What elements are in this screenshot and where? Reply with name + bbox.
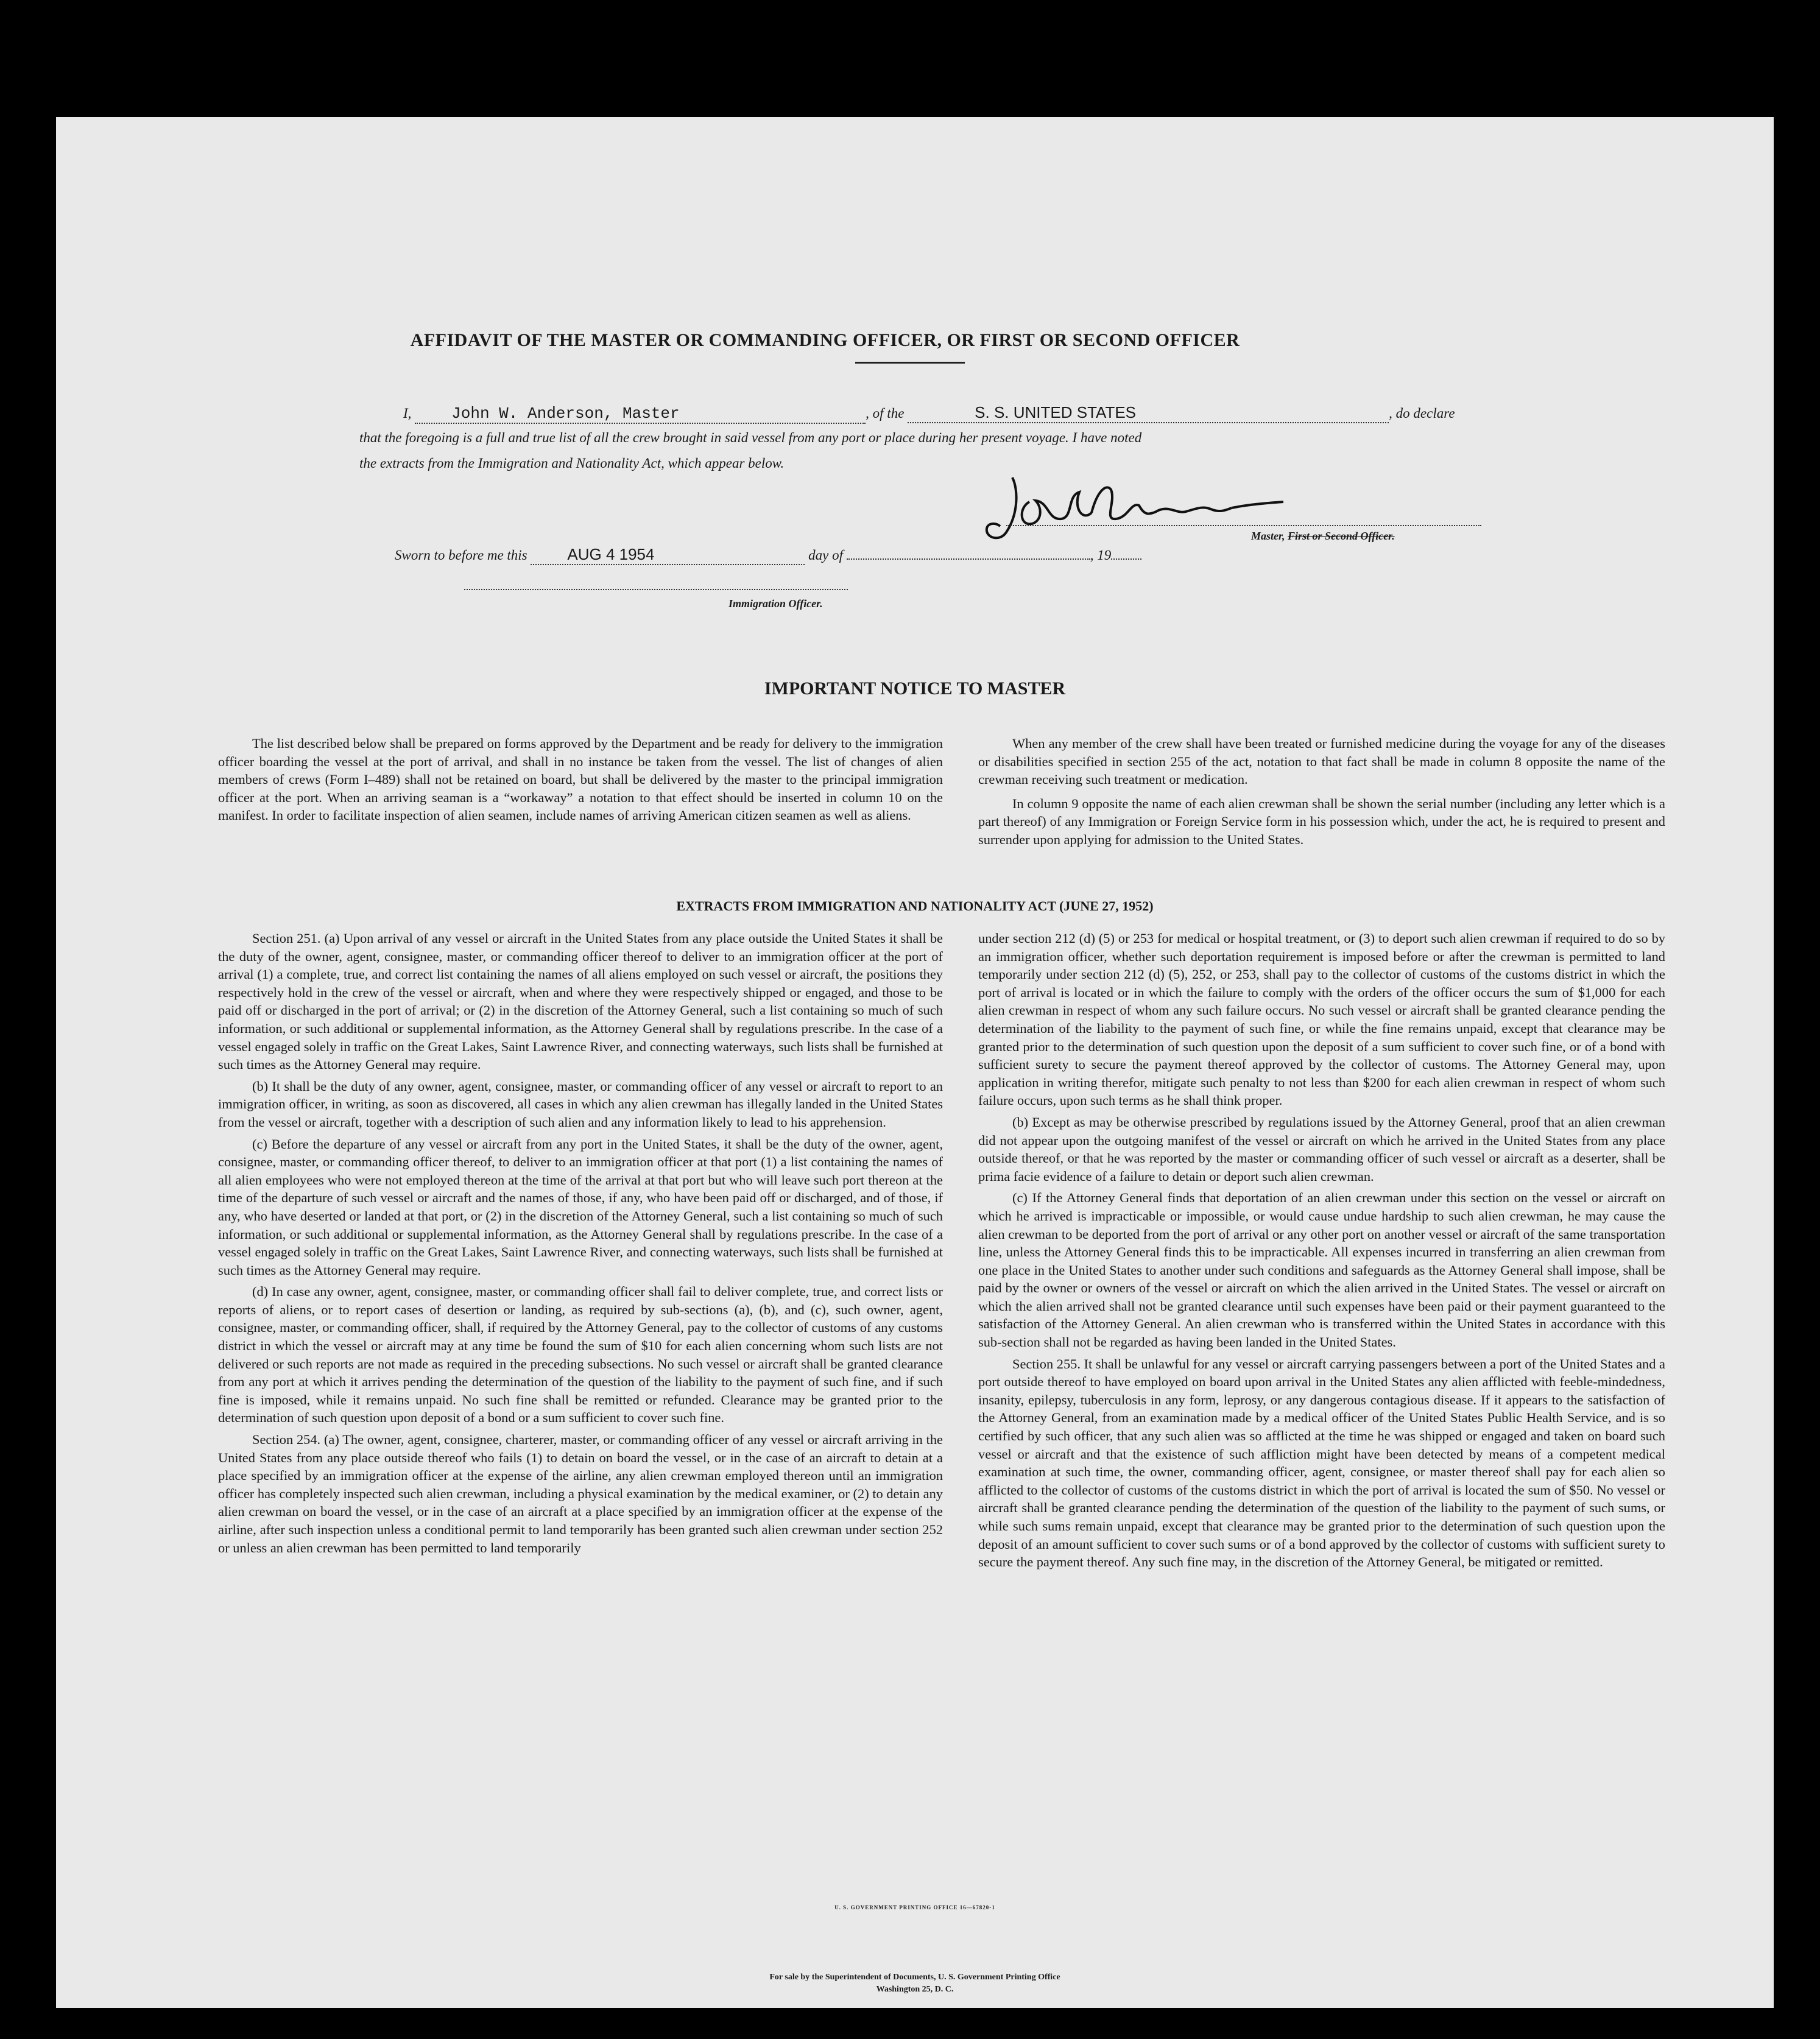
master-name-field xyxy=(415,404,866,424)
extracts-left-column xyxy=(218,929,943,1560)
master-signature-line xyxy=(1006,525,1481,526)
document-page xyxy=(56,117,1774,2008)
gpo-imprint: U. S. GOVERNMENT PRINTING OFFICE 16—67820-1 xyxy=(834,1904,995,1910)
day-of-label: day of xyxy=(808,548,843,563)
declaration-line-3: the extracts from the Immigration and Nationality Act, which appear below. xyxy=(359,456,785,471)
immigration-officer-line xyxy=(464,589,848,590)
do-declare-label: , do declare xyxy=(1389,406,1455,421)
master-caption xyxy=(1251,530,1395,543)
of-the-label: , of the xyxy=(866,406,905,421)
notice-right-paragraph-1: When any member of the crew shall have been treated or furnished medicine during the voyage for any of the diseases or disabilities specified in section 255 of the act, notation to that fact shall be made in column 8 opposite the name of the crewman receiving such treatment or medication. xyxy=(978,736,1665,787)
year-field xyxy=(1111,558,1141,560)
i-label: I, xyxy=(403,406,412,421)
notice-left-column xyxy=(218,734,943,828)
sworn-date: AUG 4 1954 xyxy=(567,545,655,563)
sworn-date-field xyxy=(531,545,805,565)
year-prefix: , 19 xyxy=(1090,548,1112,563)
section-254c: (c) If the Attorney General finds that deportation of an alien crewman under this section on the vessel or aircraft on which he arrived is impracticable or impossible, or would cause undue hardship to such alien crewman, he may cause the alien crewman to be deported from the port of arrival or any other port on another vessel or aircraft of the same transportation line, unless the Attorney General finds this to be impracticable. All expenses incurred in transferring an alien crewman from one place in the United States to another under such conditions and safeguards as the Attorney General shall impose, shall be paid by the owner or owners of the vessel or aircraft on which the alien arrived in the United States. The vessel or aircraft on which the alien arrived shall not be granted clearance until such expenses have been paid or their payment guaranteed to the satisfaction of the Attorney General. An alien crewman who is transferred within the United States in accordance with this sub-section shall not be regarded as having been landed in the United States. xyxy=(978,1190,1665,1350)
extracts-title: EXTRACTS FROM IMMIGRATION AND NATIONALITY ACT (JUNE 27, 1952) xyxy=(676,898,1154,914)
immigration-officer-caption: Immigration Officer. xyxy=(728,597,823,610)
sworn-line xyxy=(395,545,1141,565)
section-254a: Section 254. (a) The owner, agent, consignee, charterer, master, or commanding officer of any vessel or aircraft arriving in the United States from any place outside thereof who fails (1) to detain on board the vessel, or in the case of an aircraft to detain at a place specified by an immigration officer at the expense of the airline, any alien crewman employed thereon until an immigration officer has completely inspected such alien crewman, including a physical examination by the medical examiner, or (2) to detain any alien crewman on board the vessel, or in the case of an aircraft at a place specified by an immigration officer at the expense of the airline, after such inspection unless a conditional permit to land temporarily has been granted such alien crewman under section 252 or unless an alien crewman has been permitted to land temporarily xyxy=(218,1432,943,1555)
title-rule xyxy=(855,362,965,364)
notice-right-paragraph-2: In column 9 opposite the name of each alien crewman shall be shown the serial number (including any letter which is a part thereof) of any Immigration or Foreign Service form in his possession which, under the act, he is required to present and surrender upon applying for admission to the United States. xyxy=(978,795,1665,847)
section-251a: Section 251. (a) Upon arrival of any vessel or aircraft in the United States from any place outside the United States it shall be the duty of the owner, agent, consignee, master, or commanding officer thereof to deliver to an immigration officer at the port of arrival (1) a complete, true, and correct list containing the names of all aliens employed on such vessel or aircraft, the positions they respectively hold in the crew of the vessel or aircraft, when and where they were respectively shipped or engaged, and those to be paid off or discharged in the port of arrival; or (2) in the discretion of the Attorney General, such a list containing so much of such information, or such additional or supplemental information, as the Attorney General shall by regulations prescribe. In the case of a vessel engaged solely in traffic on the Great Lakes, Saint Lawrence River, and connecting waterways, such lists shall be furnished at such times as the Attorney General may require. xyxy=(218,931,943,1072)
master-caption-label: Master, xyxy=(1251,530,1288,542)
section-254b: (b) Except as may be otherwise prescribed by regulations issued by the Attorney General, proof that an alien crewman did not appear upon the outgoing manifest of the vessel or aircraft on which he arrived in the United States from any place outside thereof, or that he was reported by the master or commanding officer of such vessel or aircraft as a deserter, shall be prima facie evidence of a failure to detain or deport such alien crewman. xyxy=(978,1114,1665,1184)
extracts-right-column xyxy=(978,929,1665,1575)
notice-right-column xyxy=(978,734,1665,853)
declaration-line-1 xyxy=(403,403,1536,424)
section-251c: (c) Before the departure of any vessel or aircraft from any port in the United States, it shall be the duty of the owner, agent, consignee, master, or commanding officer thereof, to deliver to an immigration officer at that port (1) a list containing the names of all alien employees who were not employed thereon at the time of the arrival at that port but who will leave such port thereon at the time of the departure of such vessel or aircraft and the names of those, if any, who have been paid off or discharged, and of those, if any, who have deserted or landed at that port, or (2) in the discretion of the Attorney General, such a list containing so much of such information, or such additional or supplemental information, as the Attorney General shall by regulations prescribe. In the case of a vessel engaged solely in traffic on the Great Lakes, Saint Lawrence River, and connecting waterways, such lists shall be furnished at such times as the Attorney General may require. xyxy=(218,1136,943,1278)
struck-officer-label: First or Second Officer. xyxy=(1288,530,1395,542)
month-field xyxy=(847,558,1090,560)
sworn-label: Sworn to before me this xyxy=(395,548,527,563)
vessel-name-field xyxy=(908,403,1389,423)
declaration-line-2: that the foregoing is a full and true list of all the crew brought in said vessel from any port or place during her present voyage. I have noted xyxy=(359,430,1142,445)
sale-notice xyxy=(56,1971,1774,1996)
notice-left-paragraph: The list described below shall be prepared on forms approved by the Department and be ready for delivery to the immigration officer boarding the vessel at the port of arrival, and shall in no instance be taken from the vessel. The list of changes of alien members of crews (Form I–489) shall not be retained on board, but shall be delivered by the master to the principal immigration officer at the port. When an arriving seaman is a “workaway” a notation to that effect should be inserted in column 10 on the manifest. In order to facilitate inspection of alien seamen, include names of arriving American citizen seamen as well as aliens. xyxy=(218,736,943,823)
master-signature xyxy=(976,465,1293,557)
notice-title: IMPORTANT NOTICE TO MASTER xyxy=(764,678,1066,699)
sale-notice-line-2: Washington 25, D. C. xyxy=(876,1985,954,1994)
section-255: Section 255. It shall be unlawful for any vessel or aircraft carrying passengers between a port of the United States and a port outside thereof to have employed on board upon arrival in the United States any alien afflicted with feeble-mindedness, insanity, epilepsy, tuberculosis in any form, leprosy, or any dangerous contagious disease. If it appears to the satisfaction of the Attorney General, from an examination made by a medical officer of the United States Public Health Service, and is so certified by such officer, that any such alien was so afflicted at the time he was shipped or engaged and taken on board such vessel or aircraft and that the existence of such affliction might have been detected by means of a competent medical examination at such time, the owner, commanding officer, agent, consignee, or master thereof shall pay for each alien so afflicted to the collector of customs of the customs district in which the port of arrival is located the sum of $50. No vessel or aircraft shall be granted clearance pending the determination of the question of the liability to the payment of such sums, or while such sums remain unpaid, except that clearance may be granted prior to the determination of such question upon the deposit of an amount sufficient to cover such sums or of a bond approved by the collector of customs with sufficient surety to secure the payment thereof. Any such fine may, in the discretion of the Attorney General, be mitigated or remitted. xyxy=(978,1356,1665,1570)
section-251b: (b) It shall be the duty of any owner, agent, consignee, master, or commanding officer of any vessel or aircraft to report to an immigration officer, in writing, as soon as discovered, all cases in which any alien crewman has illegally landed in the United States from the vessel or aircraft, together with a description of such alien and any information likely to lead to his apprehension. xyxy=(218,1078,943,1130)
master-name: John W. Anderson, Master xyxy=(451,404,680,423)
section-254a-continued: under section 212 (d) (5) or 253 for medical or hospital treatment, or (3) to deport such alien crewman if required to do so by an immigration officer, whether such deportation requirement is imposed before or after the crewman is permitted to land temporarily under section 212 (d) (5), 252, or 253, shall pay to the collector of customs of the customs district in which the port of arrival is located or in which the failure to comply with the orders of the officer occurs the sum of $1,000 for each alien crewman in respect of whom any such failure occurs. No such vessel or aircraft shall be granted clearance pending the determination of the liability to the payment of such fine, or while the fine remains unpaid, except that clearance may be granted prior to the determination of such question upon the deposit of a sum sufficient to cover such fine, or of a bond with sufficient surety to secure the payment thereof approved by the collector of customs. The Attorney General may, upon application in writing therefor, mitigate such penalty to not less than $200 for each alien crewman in respect of whom such failure occurs, upon such terms as he shall think proper. xyxy=(978,931,1665,1108)
affidavit-title: AFFIDAVIT OF THE MASTER OR COMMANDING OFFICER, OR FIRST OR SECOND OFFICER xyxy=(410,330,1240,350)
sale-notice-line-1: For sale by the Superintendent of Documents, U. S. Government Printing Office xyxy=(769,1973,1060,1982)
vessel-name: S. S. UNITED STATES xyxy=(975,403,1137,421)
section-251d: (d) In case any owner, agent, consignee, master, or commanding officer shall fail to deliver complete, true, and correct lists or reports of aliens, or to report cases of desertion or landing, as required by sub-sections (a), (b), and (c), such owner, agent, consignee, master, or commanding officer, shall, if required by the Attorney General, pay to the collector of customs of any customs district in which the vessel or aircraft may at any time be found the sum of $10 for each alien concerning whom such lists are not delivered or such reports are not made as required in the preceding subsections. No such vessel or aircraft shall be granted clearance from any port at which it arrives pending the determination of the question of the liability to the payment of such fine, and if such fine is imposed, while it remains unpaid. No such fine shall be remitted or refunded. Clearance may be granted prior to the determination of such question upon deposit of a bond or a sum sufficient to cover such fine. xyxy=(218,1284,943,1426)
